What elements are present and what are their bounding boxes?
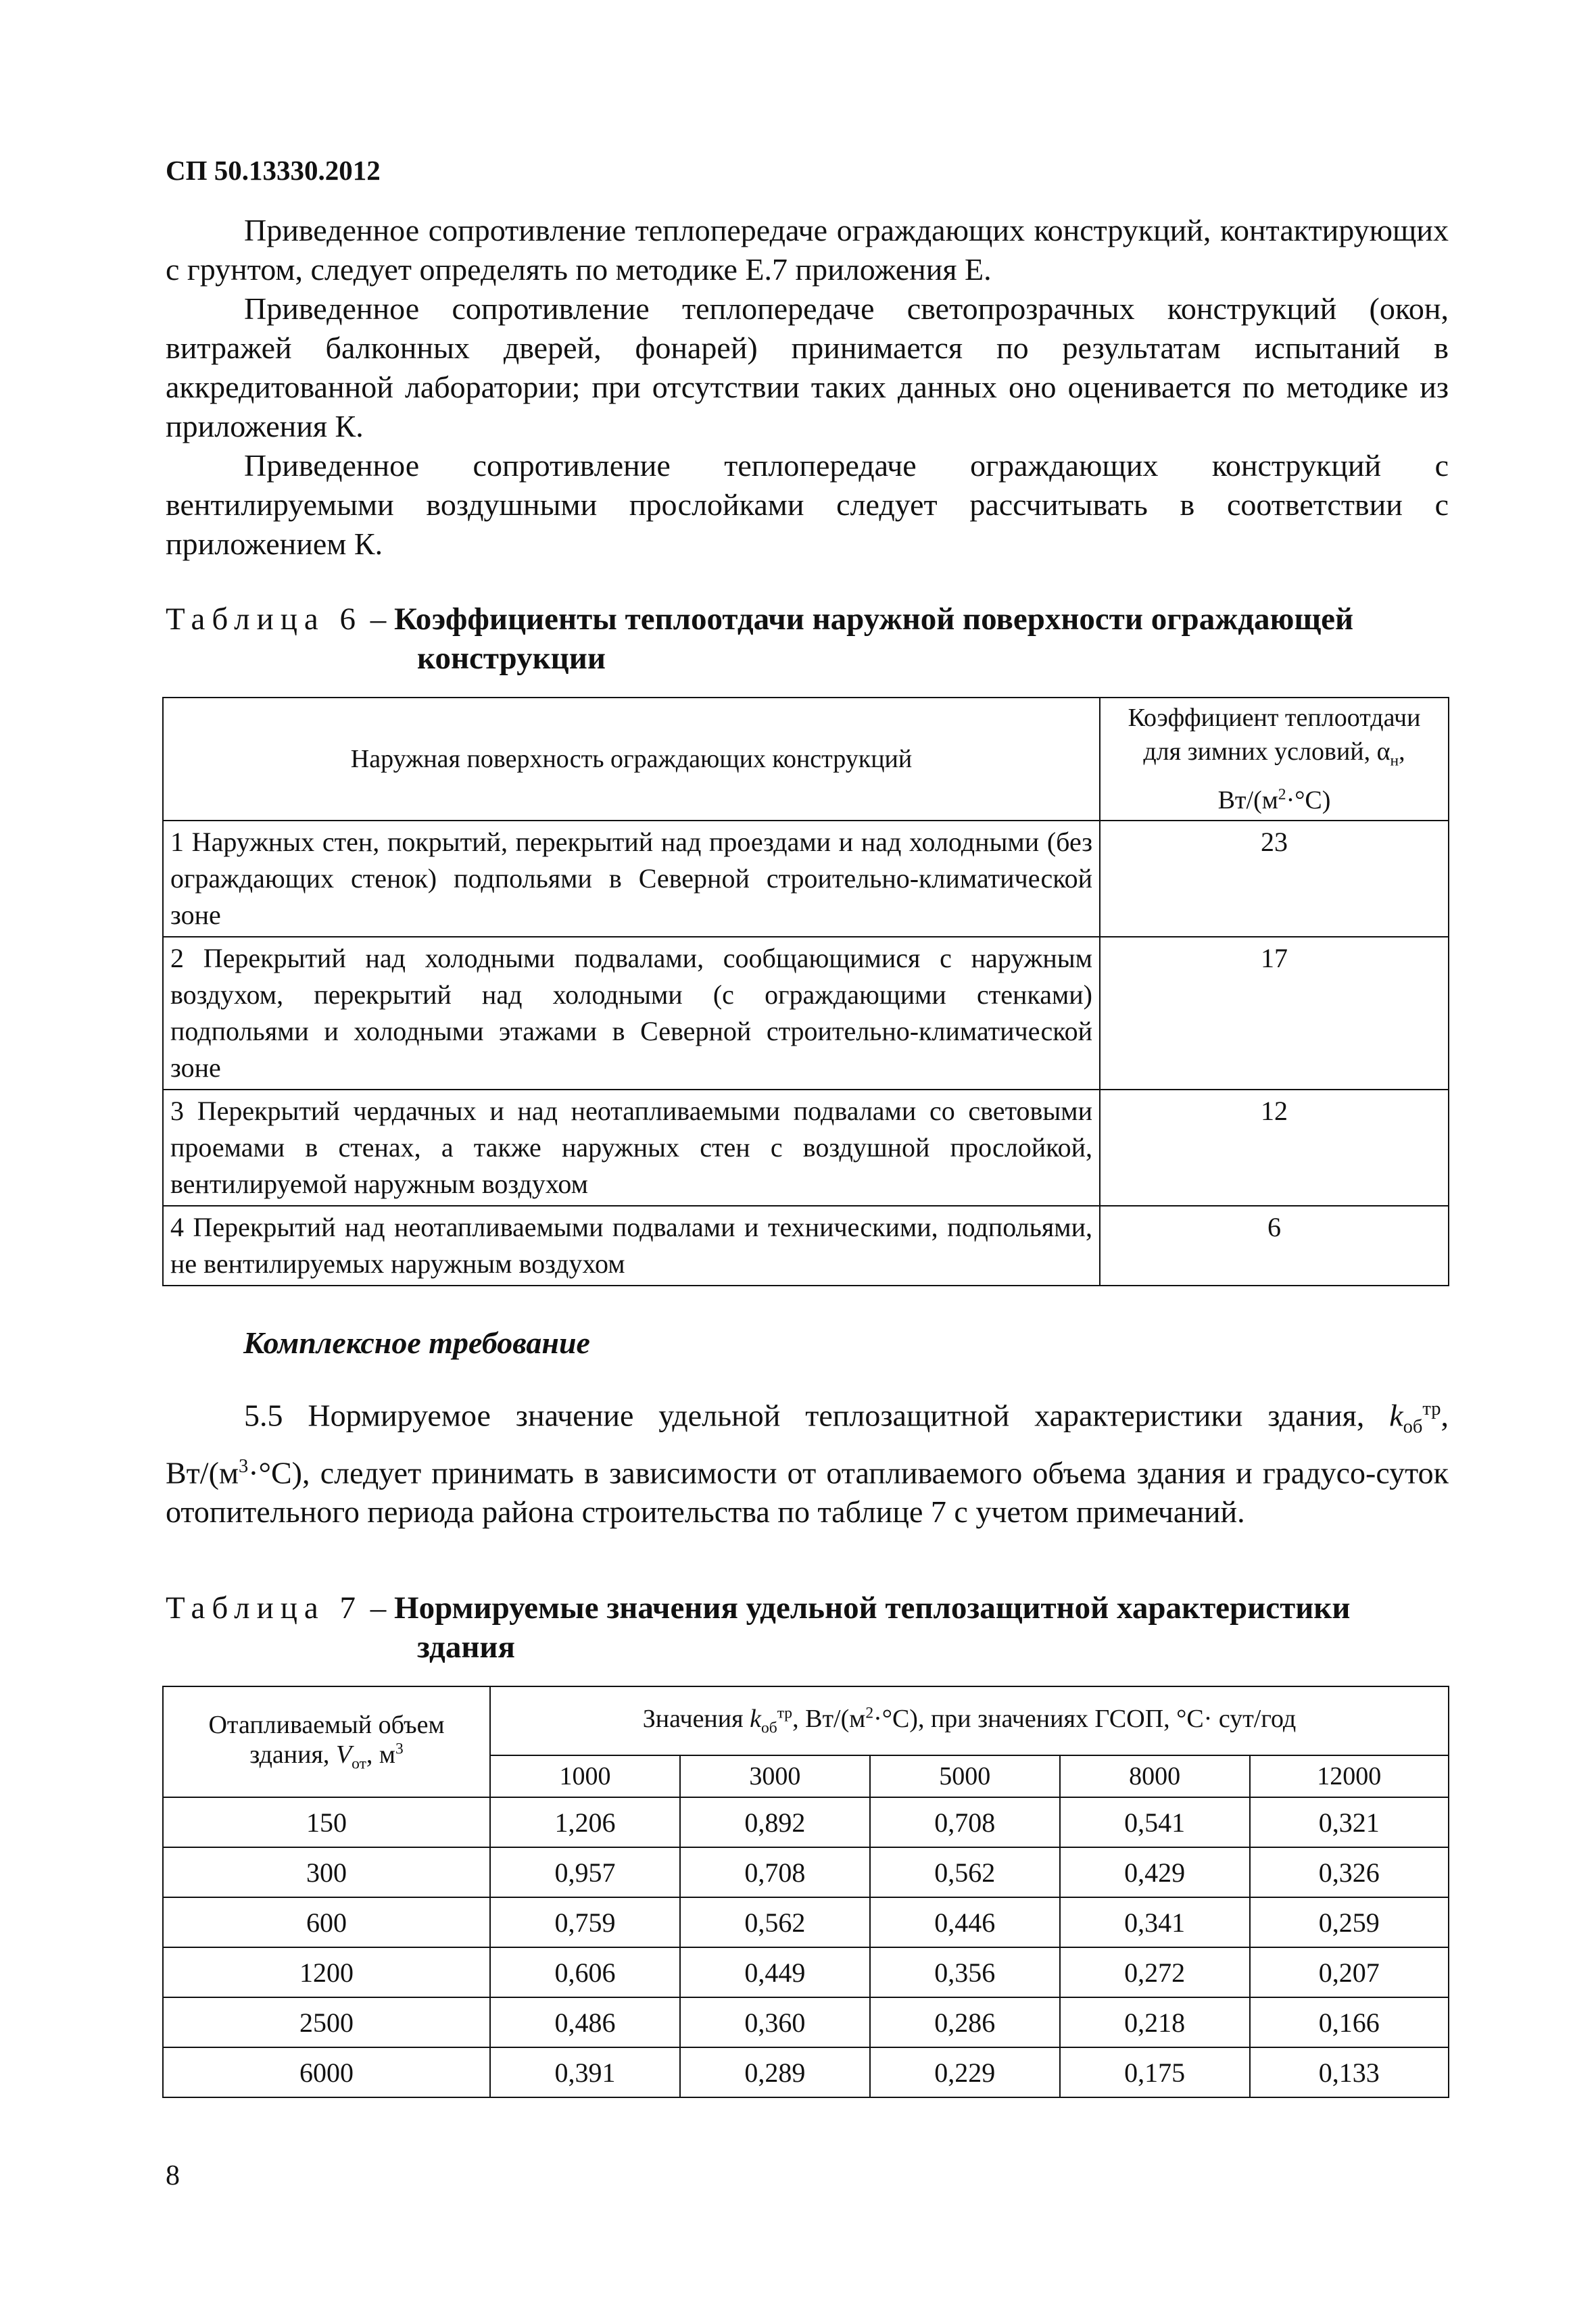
paragraph: Приведенное сопротивление теплопередаче ограждающих конструкций, контактирующих с грунтом, следует определять по методике Е.7 приложения Е. — [166, 213, 1449, 287]
value-cell: 0,541 — [1060, 1797, 1250, 1847]
section-paragraph-block — [166, 1390, 1449, 1532]
table7-title: Нормируемые значения удельной теплозащитной характеристики — [394, 1590, 1351, 1626]
gsop-header: 12000 — [1250, 1755, 1449, 1797]
value-cell: 0,356 — [870, 1947, 1060, 1997]
table7-title-cont: здания — [417, 1630, 515, 1665]
row-description: 3 Перекрытий чердачных и над неотапливаемыми подвалами со световыми проемами в стенах, а также наружных стен с воздушной прослойкой, вентилируемой наружным воздухом — [163, 1090, 1100, 1206]
column-header-coefficient — [1100, 698, 1449, 821]
value-cell: 0,286 — [870, 1997, 1060, 2047]
volume-cell: 600 — [163, 1897, 490, 1947]
value-cell: 0,229 — [870, 2047, 1060, 2097]
table-row — [163, 1206, 1449, 1286]
table6-caption — [166, 600, 1449, 678]
volume-cell: 1200 — [163, 1947, 490, 1997]
column-header-volume — [163, 1686, 490, 1797]
page-number: 8 — [166, 2160, 180, 2191]
value-cell: 0,759 — [490, 1897, 680, 1947]
table6-label: Таблица 6 — [166, 602, 363, 637]
row-description: 2 Перекрытий над холодными подвалами, сообщающимися с наружным воздухом, перекрытий над холодными (с ограждающими стенками) подпольями и холодными этажами в Северной строительно-климатической зоне — [163, 937, 1100, 1090]
row-value: 12 — [1100, 1090, 1449, 1206]
table7-caption — [166, 1588, 1449, 1667]
section-heading: Комплексное требование — [243, 1325, 590, 1360]
table6-title-cont: конструкции — [417, 641, 606, 676]
value-cell: 0,429 — [1060, 1847, 1250, 1897]
gsop-header: 3000 — [680, 1755, 870, 1797]
value-cell: 0,175 — [1060, 2047, 1250, 2097]
value-cell: 0,289 — [680, 2047, 870, 2097]
value-cell: 0,449 — [680, 1947, 870, 1997]
value-cell: 0,272 — [1060, 1947, 1250, 1997]
column-header-surface: Наружная поверхность ограждающих конструкций — [163, 698, 1100, 821]
gsop-header: 8000 — [1060, 1755, 1250, 1797]
section-paragraph: 5.5 Нормируемое значение удельной теплозащитной характеристики здания, $k_{об}^{тр}$, $Вт/(м^3\cdot^\circ С)$, следует принимать в зависимости от отапливаемого объема здания и градусо-суток отопительного периода района строительства по таблице 7 с учетом примечаний. — [166, 1398, 1449, 1529]
value-cell: 0,166 — [1250, 1997, 1449, 2047]
table6 — [162, 697, 1449, 1286]
volume-cell: 2500 — [163, 1997, 490, 2047]
table7 — [162, 1686, 1449, 2098]
volume-header-text: Отапливаемый объем здания, $V_{от}$, $м^3$ — [208, 1711, 445, 1773]
row-value: 17 — [1100, 937, 1449, 1090]
value-cell: 0,391 — [490, 2047, 680, 2097]
gsop-header: 5000 — [870, 1755, 1060, 1797]
value-cell: 0,708 — [870, 1797, 1060, 1847]
table-header-row — [163, 1686, 1449, 1755]
table-row — [163, 1847, 1449, 1897]
value-cell: 0,218 — [1060, 1997, 1250, 2047]
row-description: 1 Наружных стен, покрытий, перекрытий над проездами и над холодными (без ограждающих стенок) подпольями в Северной строительно-климатической зоне — [163, 821, 1100, 937]
value-cell: 0,207 — [1250, 1947, 1449, 1997]
value-cell: 0,133 — [1250, 2047, 1449, 2097]
table-row — [163, 2047, 1449, 2097]
value-cell: 0,708 — [680, 1847, 870, 1897]
values-header-text: Значения $k_{об}^{тр}$, $Вт/(м^2\cdot^\circ С)$, при значениях ГСОП, °С· сут/год — [642, 1704, 1297, 1737]
volume-cell: 300 — [163, 1847, 490, 1897]
table6-title: Коэффициенты теплоотдачи наружной поверхности ограждающей — [394, 602, 1354, 637]
row-description: 4 Перекрытий над неотапливаемыми подвалами и техническими, подпольями, не вентилируемых наружным воздухом — [163, 1206, 1100, 1286]
table-row — [163, 1797, 1449, 1847]
table-header-row — [163, 698, 1449, 821]
row-value: 23 — [1100, 821, 1449, 937]
table-row — [163, 1997, 1449, 2047]
document-code: СП 50.13330.2012 — [166, 155, 381, 186]
value-cell: 0,341 — [1060, 1897, 1250, 1947]
table-row — [163, 937, 1449, 1090]
volume-cell: 6000 — [163, 2047, 490, 2097]
value-cell: 0,562 — [680, 1897, 870, 1947]
table-row — [163, 1897, 1449, 1947]
value-cell: 0,360 — [680, 1997, 870, 2047]
value-cell: 0,259 — [1250, 1897, 1449, 1947]
gsop-header: 1000 — [490, 1755, 680, 1797]
intro-paragraphs — [166, 211, 1449, 564]
coef-header-text: Коэффициент теплоотдачи для зимних условий, $\alpha_н$, $Вт/(м^2\cdot^\circ С)$ — [1128, 704, 1421, 815]
table-row — [163, 1090, 1449, 1206]
value-cell: 0,446 — [870, 1897, 1060, 1947]
value-cell: 0,606 — [490, 1947, 680, 1997]
paragraph: Приведенное сопротивление теплопередаче светопрозрачных конструкций (окон, витражей балконных дверей, фонарей) принимается по результатам испытаний в аккредитованной лаборатории; при отсутствии таких данных оно оценивается по методике из приложения К. — [166, 291, 1449, 443]
row-value: 6 — [1100, 1206, 1449, 1286]
column-header-values — [490, 1686, 1449, 1755]
value-cell: 0,562 — [870, 1847, 1060, 1897]
table-row — [163, 821, 1449, 937]
value-cell: 0,321 — [1250, 1797, 1449, 1847]
table7-dash: – — [362, 1590, 395, 1626]
volume-cell: 150 — [163, 1797, 490, 1847]
value-cell: 0,326 — [1250, 1847, 1449, 1897]
paragraph: Приведенное сопротивление теплопередаче ограждающих конструкций с вентилируемыми воздушными прослойками следует рассчитывать в соответствии с приложением К. — [166, 448, 1449, 561]
value-cell: 0,486 — [490, 1997, 680, 2047]
table-row — [163, 1947, 1449, 1997]
table7-label: Таблица 7 — [166, 1590, 363, 1626]
value-cell: 0,892 — [680, 1797, 870, 1847]
value-cell: 0,957 — [490, 1847, 680, 1897]
value-cell: 1,206 — [490, 1797, 680, 1847]
table6-dash: – — [362, 602, 395, 637]
